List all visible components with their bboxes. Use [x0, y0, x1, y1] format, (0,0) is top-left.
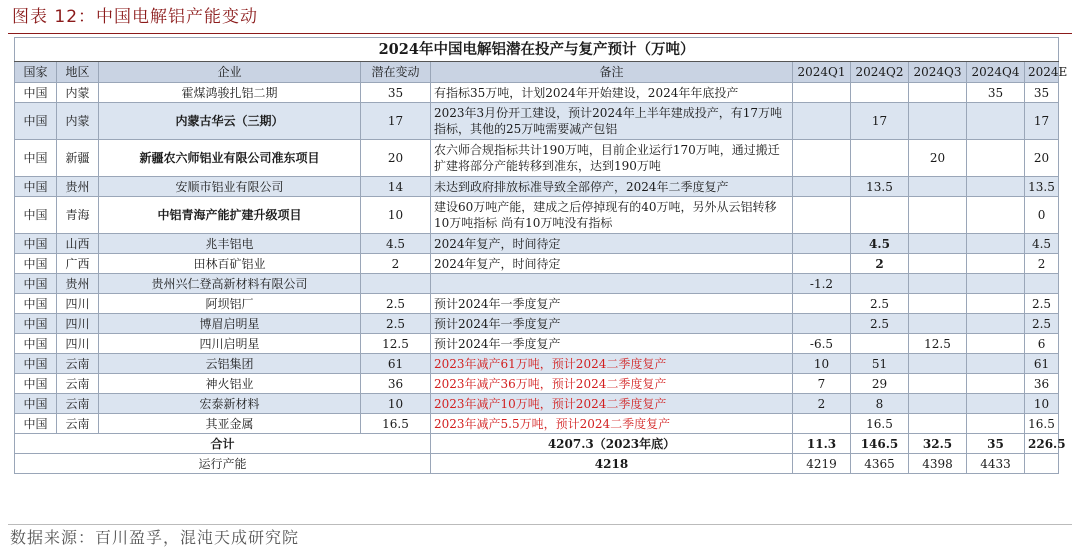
cell-q2: 8: [851, 394, 909, 414]
header-region: 地区: [57, 62, 99, 83]
total-row-2024e: 226.5: [1025, 434, 1059, 454]
cell-q3: [909, 354, 967, 374]
table-header-row: [15, 62, 1059, 83]
cell-note: 预计2024年一季度复产: [431, 294, 793, 314]
total-row-label: 合计: [15, 434, 431, 454]
cell-2024e: 4.5: [1025, 234, 1059, 254]
table-row: [15, 354, 1059, 374]
cell-change: 4.5: [361, 234, 431, 254]
cell-company: 其亚金属: [99, 414, 361, 434]
cell-q1: [793, 414, 851, 434]
cell-region: 山西: [57, 234, 99, 254]
table-title-row: [15, 38, 1059, 62]
cell-country: 中国: [15, 334, 57, 354]
cell-country: 中国: [15, 197, 57, 234]
cell-country: 中国: [15, 274, 57, 294]
total-row: [15, 434, 1059, 454]
cell-company: 新疆农六师铝业有限公司准东项目: [99, 140, 361, 177]
cell-company: 兆丰铝电: [99, 234, 361, 254]
cell-q2: [851, 274, 909, 294]
cell-company: 安顺市铝业有限公司: [99, 177, 361, 197]
cell-q4: [967, 294, 1025, 314]
cell-q1: [793, 254, 851, 274]
cell-q1: [793, 197, 851, 234]
cell-note: 2024年复产，时间待定: [431, 254, 793, 274]
cell-region: 贵州: [57, 274, 99, 294]
cell-2024e: 6: [1025, 334, 1059, 354]
cell-country: 中国: [15, 414, 57, 434]
cell-q2: [851, 197, 909, 234]
cell-q2: 13.5: [851, 177, 909, 197]
cell-2024e: 2.5: [1025, 314, 1059, 334]
cell-q4: 35: [967, 83, 1025, 103]
cell-q3: [909, 83, 967, 103]
cell-q1: -6.5: [793, 334, 851, 354]
cell-q3: [909, 414, 967, 434]
running-capacity-row: [15, 454, 1059, 474]
cell-company: 宏泰新材料: [99, 394, 361, 414]
running-capacity-row-q3: 4398: [909, 454, 967, 474]
header-q2: 2024Q2: [851, 62, 909, 83]
cell-q2: [851, 83, 909, 103]
table-row: [15, 103, 1059, 140]
cell-q3: [909, 394, 967, 414]
cell-note: 预计2024年一季度复产: [431, 314, 793, 334]
total-row-q4: 35: [967, 434, 1025, 454]
cell-company: 内蒙古华云（三期）: [99, 103, 361, 140]
data-source-note: 数据来源：百川盈孚，混沌天成研究院: [10, 528, 300, 547]
cell-q4: [967, 334, 1025, 354]
capacity-table: [14, 37, 1068, 474]
cell-region: 云南: [57, 354, 99, 374]
table-row: [15, 254, 1059, 274]
cell-country: 中国: [15, 140, 57, 177]
cell-q1: [793, 314, 851, 334]
cell-change: 14: [361, 177, 431, 197]
cell-region: 内蒙: [57, 83, 99, 103]
cell-change: 20: [361, 140, 431, 177]
header-note: 备注: [431, 62, 793, 83]
cell-note: 预计2024年一季度复产: [431, 334, 793, 354]
cell-2024e: 2.5: [1025, 294, 1059, 314]
cell-note: 2023年减产5.5万吨，预计2024二季度复产: [431, 414, 793, 434]
cell-company: 四川启明星: [99, 334, 361, 354]
table-row: [15, 83, 1059, 103]
cell-q2: 29: [851, 374, 909, 394]
header-change: 潜在变动: [361, 62, 431, 83]
cell-country: 中国: [15, 294, 57, 314]
running-capacity-row-2024e: [1025, 454, 1059, 474]
cell-q4: [967, 374, 1025, 394]
header-2024e: 2024E: [1025, 62, 1059, 83]
cell-2024e: 61: [1025, 354, 1059, 374]
table-row: [15, 197, 1059, 234]
header-q4: 2024Q4: [967, 62, 1025, 83]
cell-country: 中国: [15, 177, 57, 197]
cell-country: 中国: [15, 394, 57, 414]
cell-q3: [909, 254, 967, 274]
cell-q3: [909, 177, 967, 197]
cell-note: 2023年3月份开工建设，预计2024年上半年建成投产，有17万吨指标，其他的25万吨需要减产包铝: [431, 103, 793, 140]
running-capacity-row-value: 4218: [431, 454, 793, 474]
cell-region: 云南: [57, 394, 99, 414]
table-row: [15, 177, 1059, 197]
cell-q4: [967, 254, 1025, 274]
cell-q1: -1.2: [793, 274, 851, 294]
cell-2024e: 17: [1025, 103, 1059, 140]
table-row: [15, 294, 1059, 314]
cell-q1: [793, 177, 851, 197]
cell-2024e: 36: [1025, 374, 1059, 394]
cell-q4: [967, 140, 1025, 177]
cell-q1: 10: [793, 354, 851, 374]
cell-2024e: 20: [1025, 140, 1059, 177]
cell-q4: [967, 394, 1025, 414]
cell-q1: 2: [793, 394, 851, 414]
cell-q2: 51: [851, 354, 909, 374]
cell-company: 贵州兴仁登高新材料有限公司: [99, 274, 361, 294]
cell-change: 10: [361, 394, 431, 414]
cell-q2: 2: [851, 254, 909, 274]
cell-country: 中国: [15, 234, 57, 254]
source-divider: [8, 524, 1072, 525]
cell-q4: [967, 234, 1025, 254]
table-row: [15, 314, 1059, 334]
cell-2024e: 0: [1025, 197, 1059, 234]
cell-2024e: 10: [1025, 394, 1059, 414]
cell-q2: [851, 140, 909, 177]
table-row: [15, 274, 1059, 294]
table-row: [15, 334, 1059, 354]
capacity-table-container: [14, 37, 1068, 474]
table-title: 2024年中国电解铝潜在投产与复产预计（万吨）: [15, 38, 1059, 62]
cell-q2: 2.5: [851, 294, 909, 314]
cell-country: 中国: [15, 103, 57, 140]
cell-note: 农六师合规指标共计190万吨，目前企业运行170万吨，通过搬迁扩建将部分产能转移到准东，达到190万吨: [431, 140, 793, 177]
cell-q3: [909, 374, 967, 394]
cell-company: 云铝集团: [99, 354, 361, 374]
cell-change: 61: [361, 354, 431, 374]
cell-company: 神火铝业: [99, 374, 361, 394]
cell-region: 贵州: [57, 177, 99, 197]
cell-note: 2023年减产10万吨，预计2024二季度复产: [431, 394, 793, 414]
cell-note: 2023年减产36万吨，预计2024二季度复产: [431, 374, 793, 394]
cell-change: 2.5: [361, 294, 431, 314]
table-row: [15, 394, 1059, 414]
cell-q4: [967, 314, 1025, 334]
cell-q1: [793, 234, 851, 254]
cell-q3: [909, 274, 967, 294]
cell-q4: [967, 197, 1025, 234]
cell-change: 2.5: [361, 314, 431, 334]
cell-change: 12.5: [361, 334, 431, 354]
cell-q4: [967, 177, 1025, 197]
caption-divider: [8, 33, 1072, 34]
total-row-q3: 32.5: [909, 434, 967, 454]
figure-caption: 图表 12：中国电解铝产能变动: [12, 7, 259, 27]
header-country: 国家: [15, 62, 57, 83]
cell-change: 17: [361, 103, 431, 140]
cell-change: 36: [361, 374, 431, 394]
cell-2024e: 2: [1025, 254, 1059, 274]
cell-region: 新疆: [57, 140, 99, 177]
cell-country: 中国: [15, 374, 57, 394]
table-row: [15, 234, 1059, 254]
cell-note: 2023年减产61万吨，预计2024二季度复产: [431, 354, 793, 374]
running-capacity-row-q4: 4433: [967, 454, 1025, 474]
cell-change: 10: [361, 197, 431, 234]
cell-q2: 2.5: [851, 314, 909, 334]
cell-q4: [967, 274, 1025, 294]
cell-note: 2024年复产，时间待定: [431, 234, 793, 254]
header-q3: 2024Q3: [909, 62, 967, 83]
cell-q1: [793, 294, 851, 314]
cell-q3: [909, 103, 967, 140]
cell-q2: 17: [851, 103, 909, 140]
cell-company: 田林百矿铝业: [99, 254, 361, 274]
cell-country: 中国: [15, 83, 57, 103]
cell-note: 未达到政府排放标准导致全部停产，2024年二季度复产: [431, 177, 793, 197]
header-q1: 2024Q1: [793, 62, 851, 83]
cell-region: 四川: [57, 294, 99, 314]
cell-2024e: 13.5: [1025, 177, 1059, 197]
cell-company: 博眉启明星: [99, 314, 361, 334]
cell-change: [361, 274, 431, 294]
cell-q3: [909, 234, 967, 254]
cell-q2: 16.5: [851, 414, 909, 434]
cell-q2: [851, 334, 909, 354]
cell-company: 阿坝铝厂: [99, 294, 361, 314]
cell-note: 有指标35万吨，计划2024年开始建设，2024年年底投产: [431, 83, 793, 103]
cell-q3: 20: [909, 140, 967, 177]
cell-company: 中铝青海产能扩建升级项目: [99, 197, 361, 234]
cell-q1: 7: [793, 374, 851, 394]
cell-region: 广西: [57, 254, 99, 274]
cell-q3: 12.5: [909, 334, 967, 354]
total-row-q1: 11.3: [793, 434, 851, 454]
table-row: [15, 414, 1059, 434]
cell-region: 四川: [57, 314, 99, 334]
cell-country: 中国: [15, 314, 57, 334]
table-row: [15, 140, 1059, 177]
cell-q4: [967, 414, 1025, 434]
cell-q3: [909, 314, 967, 334]
cell-q1: [793, 83, 851, 103]
total-row-q2: 146.5: [851, 434, 909, 454]
cell-q3: [909, 294, 967, 314]
cell-note: [431, 274, 793, 294]
cell-country: 中国: [15, 354, 57, 374]
cell-q4: [967, 354, 1025, 374]
cell-region: 内蒙: [57, 103, 99, 140]
cell-change: 2: [361, 254, 431, 274]
running-capacity-row-q1: 4219: [793, 454, 851, 474]
cell-q4: [967, 103, 1025, 140]
cell-change: 16.5: [361, 414, 431, 434]
cell-region: 青海: [57, 197, 99, 234]
cell-change: 35: [361, 83, 431, 103]
cell-country: 中国: [15, 254, 57, 274]
cell-2024e: 16.5: [1025, 414, 1059, 434]
cell-region: 四川: [57, 334, 99, 354]
cell-company: 霍煤鸿骏扎铝二期: [99, 83, 361, 103]
running-capacity-row-q2: 4365: [851, 454, 909, 474]
cell-q2: 4.5: [851, 234, 909, 254]
header-company: 企业: [99, 62, 361, 83]
cell-q1: [793, 103, 851, 140]
cell-2024e: 35: [1025, 83, 1059, 103]
cell-note: 建设60万吨产能，建成之后停掉现有的40万吨，另外从云铝转移10万吨指标 尚有10万吨没有指标: [431, 197, 793, 234]
cell-q3: [909, 197, 967, 234]
cell-q1: [793, 140, 851, 177]
cell-2024e: [1025, 274, 1059, 294]
running-capacity-row-label: 运行产能: [15, 454, 431, 474]
table-row: [15, 374, 1059, 394]
total-row-value: 4207.3（2023年底）: [431, 434, 793, 454]
cell-region: 云南: [57, 374, 99, 394]
cell-region: 云南: [57, 414, 99, 434]
